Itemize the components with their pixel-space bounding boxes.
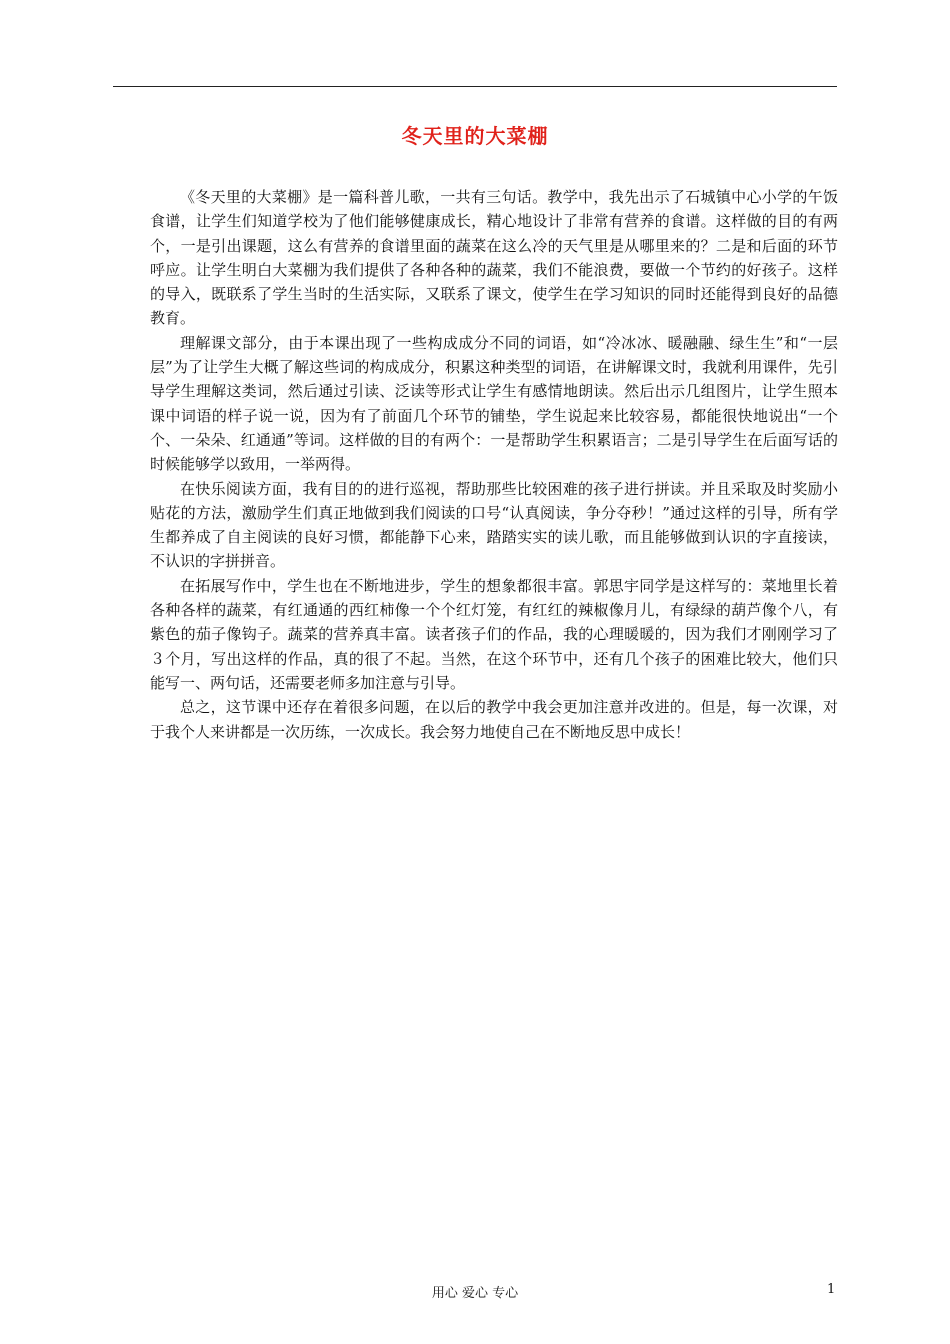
page-footer [0,1282,950,1302]
paragraph-5: 总之，这节课中还存在着很多问题，在以后的教学中我会更加注意并改进的。但是，每一次课，对于我个人来讲都是一次历练，一次成长。我会努力地使自己在不断地反思中成长！ [150,698,838,741]
page-number: 1 [827,1282,836,1297]
paragraph-3: 在快乐阅读方面，我有目的的进行巡视，帮助那些比较困难的孩子进行拼读。并且采取及时奖励小贴花的方法，激励学生们真正地做到我们阅读的口号“认真阅读，争分夺秒！”通过这样的引导，所有学生都养成了自主阅读的良好习惯，都能静下心来，踏踏实实的读儿歌，而且能够做到认识的字直接读，不认识的字拼拼音。 [150,479,838,571]
header-rule [113,86,837,87]
paragraph-1: 《冬天里的大菜棚》是一篇科普儿歌，一共有三句话。教学中，我先出示了石城镇中心小学的午饭食谱，让学生们知道学校为了他们能够健康成长，精心地设计了非常有营养的食谱。这样做的目的有两个，一是引出课题，这么有营养的食谱里面的蔬菜在这么冷的天气里是从哪里来的？二是和后面的环节呼应。让学生明白大菜棚为我们提供了各种各种的蔬菜，我们不能浪费，要做一个节约的好孩子。这样的导入，既联系了学生当时的生活实际，又联系了课文，使学生在学习知识的同时还能得到良好的品德教育。 [150,188,838,328]
footer-slogan: 用心 爱心 专心 [431,1286,519,1301]
paragraph-2: 理解课文部分，由于本课出现了一些构成成分不同的词语，如“冷冰冰、暖融融、绿生生”和“一层层”为了让学生大概了解这些词的构成成分，积累这种类型的词语，在讲解课文时，我就利用课件，先引导学生理解这类词，然后通过引读、泛读等形式让学生有感情地朗读。然后出示几组图片，让学生照本课中词语的样子说一说，因为有了前面几个环节的铺垫，学生说起来比较容易，都能很快地说出“一个个、一朵朵、红通通”等词。这样做的目的有两个：一是帮助学生积累语言；二是引导学生在后面写话的时候能够学以致用，一举两得。 [150,333,838,474]
document-body [150,185,838,744]
document-title: 冬天里的大菜棚 [401,124,549,148]
paragraph-4: 在拓展写作中，学生也在不断地进步，学生的想象都很丰富。郭思宇同学是这样写的：菜地里长着各种各样的蔬菜，有红通通的西红柿像一个个红灯笼，有红红的辣椒像月儿，有绿绿的葫芦像个八，有紫色的茄子像钩子。蔬菜的营养真丰富。读者孩子们的作品，我的心理暖暖的，因为我们才刚刚学习了３个月，写出这样的作品，真的很了不起。当然，在这个环节中，还有几个孩子的困难比较大，他们只能写一、两句话，还需要老师多加注意与引导。 [150,576,838,692]
